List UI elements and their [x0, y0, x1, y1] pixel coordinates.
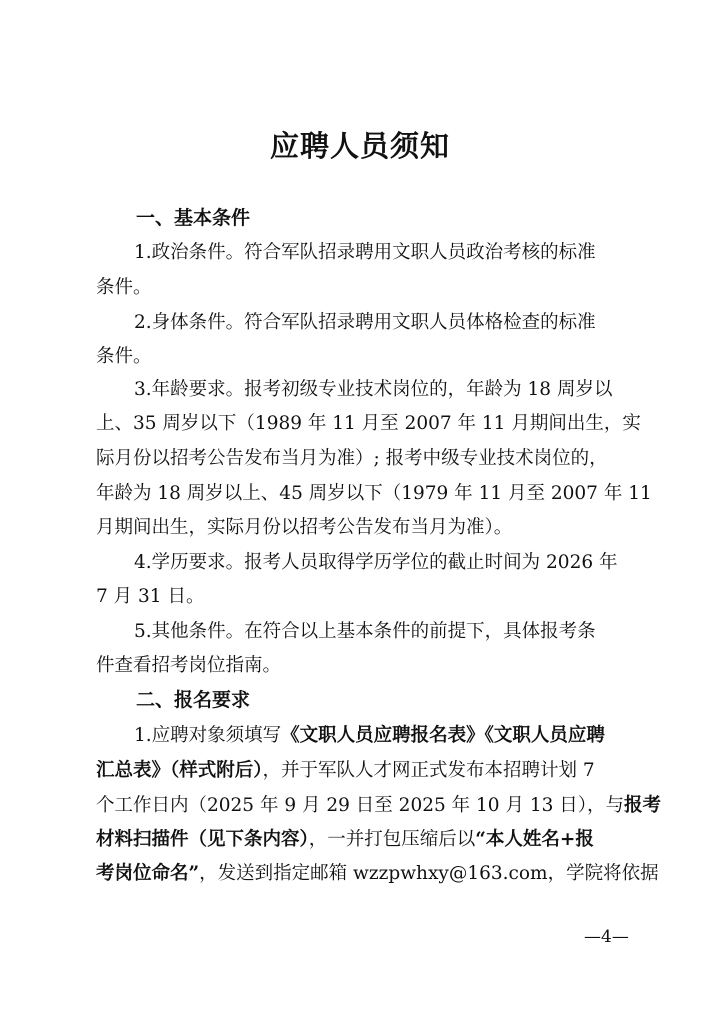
- paragraph-line: 条件。: [96, 277, 152, 298]
- paragraph-line: 个工作日内（2025 年 9 月 29 日至 2025 年 10 月 13 日），与报考: [96, 795, 662, 816]
- paragraph-line: 1.应聘对象须填写《文职人员应聘报名表》《文职人员应聘: [134, 725, 605, 746]
- paragraph-line: 7 月 31 日。: [96, 586, 205, 607]
- paragraph-line: 月期间出生，实际月份以招考公告发布当月为准）。: [96, 517, 513, 538]
- paragraph-line: 际月份以招考公告发布当月为准）; 报考中级专业技术岗位的，: [96, 448, 608, 469]
- paragraph-line: 1.政治条件。符合军队招录聘用文职人员政治考核的标准: [134, 242, 596, 263]
- paragraph-line: 年龄为 18 周岁以上、45 周岁以下（1979 年 11 月至 2007 年 11: [96, 483, 652, 504]
- paragraph-line: 材料扫描件（见下条内容），一并打包压缩后以“本人姓名+报: [96, 829, 594, 850]
- paragraph-line: 4.学历要求。报考人员取得学历学位的截止时间为 2026 年: [134, 552, 618, 573]
- paragraph-line: 3.年龄要求。报考初级专业技术岗位的，年龄为 18 周岁以: [134, 379, 613, 400]
- page-number: —4—: [584, 927, 629, 947]
- paragraph-line: 5.其他条件。在符合以上基本条件的前提下，具体报考条: [134, 621, 596, 642]
- section-heading-registration: 二、报名要求: [136, 689, 251, 711]
- section-heading-basic-conditions: 一、基本条件: [136, 207, 251, 229]
- paragraph-line: 件查看招考岗位指南。: [96, 655, 282, 676]
- paragraph-line: 条件。: [96, 346, 152, 367]
- page-title: 应聘人员须知: [269, 129, 450, 163]
- paragraph-line: 考岗位命名”，发送到指定邮箱 wzzpwhxy@163.com，学院将依据: [96, 863, 659, 884]
- paragraph-line: 汇总表》（样式附后），并于军队人才网正式发布本招聘计划 7: [96, 760, 595, 781]
- paragraph-line: 2.身体条件。符合军队招录聘用文职人员体格检查的标准: [134, 312, 596, 333]
- paragraph-line: 上、35 周岁以下（1989 年 11 月至 2007 年 11 月期间出生，实: [96, 413, 641, 434]
